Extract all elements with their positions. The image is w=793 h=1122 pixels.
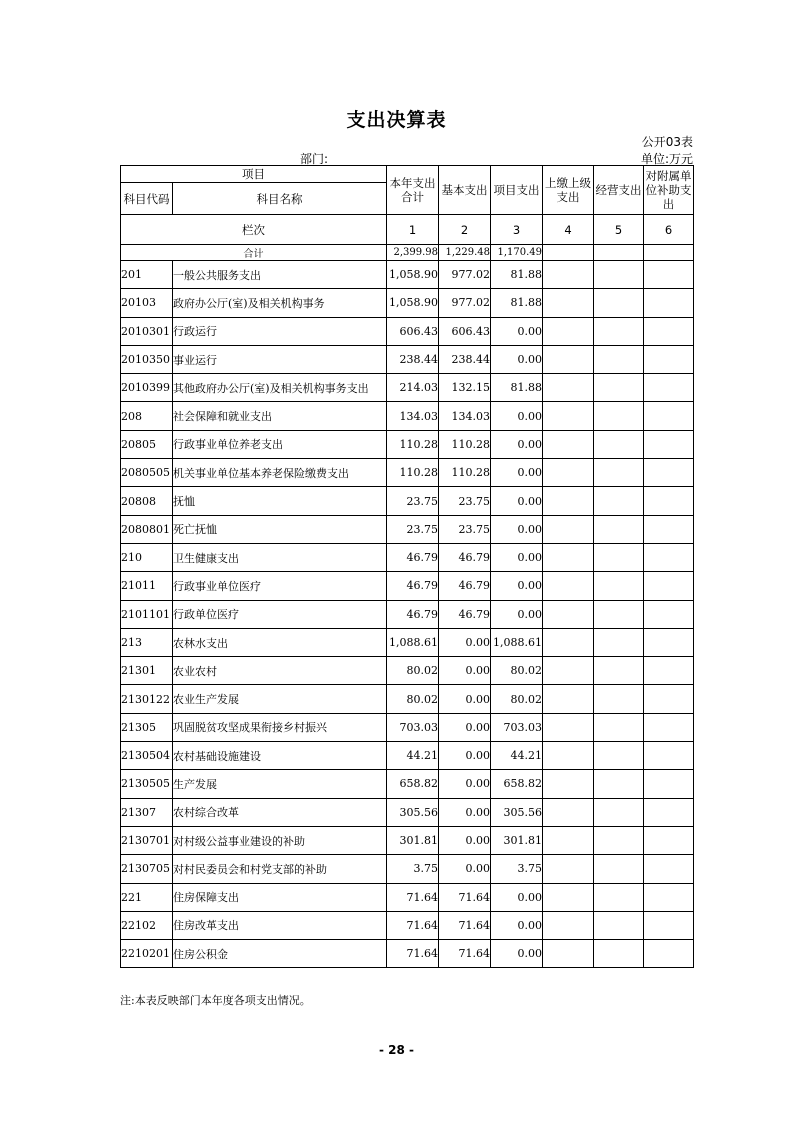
header-column-index: 栏次	[121, 215, 387, 245]
table-row	[121, 742, 694, 770]
empty-cell	[594, 826, 644, 854]
empty-cell	[594, 487, 644, 515]
project-cell: 0.00	[491, 572, 543, 600]
subject-name-cell: 事业运行	[173, 345, 387, 373]
subject-code-cell: 2010399	[121, 374, 173, 402]
basic-cell: 0.00	[439, 770, 491, 798]
empty-cell	[543, 459, 594, 487]
subject-code-cell: 20103	[121, 289, 173, 317]
total-label: 合计	[121, 245, 387, 261]
column-number: 4	[543, 215, 594, 245]
project-cell: 81.88	[491, 289, 543, 317]
total-cell: 71.64	[387, 911, 439, 939]
empty-cell	[644, 600, 694, 628]
project-cell: 1,088.61	[491, 628, 543, 656]
footnote: 注:本表反映部门本年度各项支出情况。	[120, 994, 311, 1007]
table-row	[121, 940, 694, 968]
total-cell: 46.79	[387, 572, 439, 600]
empty-cell	[644, 883, 694, 911]
empty-cell	[644, 628, 694, 656]
project-cell: 44.21	[491, 742, 543, 770]
total-project: 1,170.49	[491, 245, 543, 261]
basic-cell: 71.64	[439, 911, 491, 939]
basic-cell: 46.79	[439, 543, 491, 571]
empty-cell	[644, 459, 694, 487]
project-cell: 3.75	[491, 855, 543, 883]
header-basic: 基本支出	[439, 166, 491, 215]
empty-cell	[644, 261, 694, 289]
empty-cell	[594, 402, 644, 430]
subject-name-cell: 卫生健康支出	[173, 543, 387, 571]
subject-name-cell: 住房改革支出	[173, 911, 387, 939]
header-upper: 上缴上级支出	[543, 166, 594, 215]
empty-cell	[644, 289, 694, 317]
subject-name-cell: 农村基础设施建设	[173, 742, 387, 770]
empty-cell	[543, 742, 594, 770]
empty-cell	[543, 317, 594, 345]
empty-cell	[644, 345, 694, 373]
empty-cell	[543, 374, 594, 402]
empty-cell	[543, 798, 594, 826]
empty-cell	[594, 317, 644, 345]
empty-cell	[543, 855, 594, 883]
column-number: 1	[387, 215, 439, 245]
project-cell: 0.00	[491, 317, 543, 345]
header-subject-code: 科目代码	[121, 183, 173, 215]
empty-cell	[644, 374, 694, 402]
empty-cell	[644, 487, 694, 515]
total-cell: 305.56	[387, 798, 439, 826]
total-cell: 238.44	[387, 345, 439, 373]
empty-cell	[543, 940, 594, 968]
empty-cell	[543, 289, 594, 317]
header-project-expense: 项目支出	[491, 166, 543, 215]
subject-name-cell: 机关事业单位基本养老保险缴费支出	[173, 459, 387, 487]
project-cell: 80.02	[491, 685, 543, 713]
empty-cell	[594, 911, 644, 939]
table-row	[121, 543, 694, 571]
subject-code-cell: 20805	[121, 430, 173, 458]
project-cell: 0.00	[491, 911, 543, 939]
total-cell: 46.79	[387, 543, 439, 571]
total-cell: 658.82	[387, 770, 439, 798]
header-subject-name: 科目名称	[173, 183, 387, 215]
subject-name-cell: 行政单位医疗	[173, 600, 387, 628]
subject-name-cell: 农业生产发展	[173, 685, 387, 713]
empty-cell	[644, 826, 694, 854]
empty-cell	[594, 770, 644, 798]
table-row	[121, 798, 694, 826]
empty-cell	[644, 742, 694, 770]
empty-cell	[543, 430, 594, 458]
project-cell: 0.00	[491, 345, 543, 373]
empty-cell	[543, 515, 594, 543]
project-cell: 0.00	[491, 600, 543, 628]
empty-cell	[644, 940, 694, 968]
total-cell: 606.43	[387, 317, 439, 345]
total-cell: 703.03	[387, 713, 439, 741]
empty-cell	[543, 685, 594, 713]
subject-name-cell: 社会保障和就业支出	[173, 402, 387, 430]
subject-code-cell: 221	[121, 883, 173, 911]
basic-cell: 0.00	[439, 657, 491, 685]
empty-cell	[594, 742, 644, 770]
empty-cell	[543, 657, 594, 685]
table-row	[121, 261, 694, 289]
subject-name-cell: 农林水支出	[173, 628, 387, 656]
basic-cell: 110.28	[439, 430, 491, 458]
total-cell: 3.75	[387, 855, 439, 883]
column-number: 3	[491, 215, 543, 245]
empty-cell	[594, 289, 644, 317]
basic-cell: 46.79	[439, 600, 491, 628]
table-row	[121, 459, 694, 487]
subject-name-cell: 对村民委员会和村党支部的补助	[173, 855, 387, 883]
empty-cell	[594, 515, 644, 543]
total-cell: 71.64	[387, 883, 439, 911]
subject-code-cell: 2130505	[121, 770, 173, 798]
subject-code-cell: 20808	[121, 487, 173, 515]
empty-cell	[594, 572, 644, 600]
total-basic: 1,229.48	[439, 245, 491, 261]
total-cell: 134.03	[387, 402, 439, 430]
empty-cell	[644, 402, 694, 430]
table-row	[121, 345, 694, 373]
unit-label: 单位:万元	[640, 152, 693, 166]
total-cell: 80.02	[387, 657, 439, 685]
table-row	[121, 289, 694, 317]
empty-cell	[543, 572, 594, 600]
department-label: 部门:	[300, 152, 329, 166]
project-cell: 658.82	[491, 770, 543, 798]
subject-name-cell: 行政事业单位医疗	[173, 572, 387, 600]
total-cell: 1,088.61	[387, 628, 439, 656]
form-number: 公开03表	[641, 135, 693, 149]
basic-cell: 0.00	[439, 685, 491, 713]
subject-name-cell: 农业农村	[173, 657, 387, 685]
table-row	[121, 487, 694, 515]
table-row	[121, 572, 694, 600]
project-cell: 301.81	[491, 826, 543, 854]
empty-cell	[594, 459, 644, 487]
project-cell: 0.00	[491, 487, 543, 515]
basic-cell: 977.02	[439, 261, 491, 289]
project-cell: 0.00	[491, 940, 543, 968]
subject-code-cell: 208	[121, 402, 173, 430]
subject-name-cell: 农村综合改革	[173, 798, 387, 826]
total-cell: 301.81	[387, 826, 439, 854]
column-number: 2	[439, 215, 491, 245]
basic-cell: 110.28	[439, 459, 491, 487]
total-cell: 214.03	[387, 374, 439, 402]
subject-code-cell: 2130122	[121, 685, 173, 713]
basic-cell: 134.03	[439, 402, 491, 430]
empty-cell	[543, 245, 594, 261]
basic-cell: 71.64	[439, 883, 491, 911]
page-title: 支出决算表	[346, 109, 447, 131]
project-cell: 0.00	[491, 430, 543, 458]
total-cell: 1,058.90	[387, 261, 439, 289]
basic-cell: 238.44	[439, 345, 491, 373]
subject-name-cell: 行政事业单位养老支出	[173, 430, 387, 458]
total-cell: 44.21	[387, 742, 439, 770]
empty-cell	[594, 374, 644, 402]
empty-cell	[644, 911, 694, 939]
total-cell: 1,058.90	[387, 289, 439, 317]
empty-cell	[543, 345, 594, 373]
project-cell: 81.88	[491, 374, 543, 402]
project-cell: 81.88	[491, 261, 543, 289]
total-cell: 46.79	[387, 600, 439, 628]
empty-cell	[594, 657, 644, 685]
empty-cell	[594, 245, 644, 261]
basic-cell: 46.79	[439, 572, 491, 600]
empty-cell	[594, 600, 644, 628]
subject-code-cell: 213	[121, 628, 173, 656]
basic-cell: 132.15	[439, 374, 491, 402]
empty-cell	[644, 770, 694, 798]
header-subsidiary: 对附属单位补助支出	[644, 166, 694, 215]
project-cell: 0.00	[491, 402, 543, 430]
project-cell: 305.56	[491, 798, 543, 826]
empty-cell	[543, 713, 594, 741]
total-cell: 23.75	[387, 515, 439, 543]
subject-code-cell: 2080505	[121, 459, 173, 487]
table-row	[121, 515, 694, 543]
empty-cell	[594, 798, 644, 826]
empty-cell	[644, 430, 694, 458]
project-cell: 80.02	[491, 657, 543, 685]
basic-cell: 606.43	[439, 317, 491, 345]
subject-code-cell: 210	[121, 543, 173, 571]
subject-code-cell: 22102	[121, 911, 173, 939]
subject-code-cell: 2010301	[121, 317, 173, 345]
subject-code-cell: 2130504	[121, 742, 173, 770]
empty-cell	[594, 261, 644, 289]
empty-cell	[543, 487, 594, 515]
empty-cell	[594, 713, 644, 741]
table-row	[121, 826, 694, 854]
total-cell: 23.75	[387, 487, 439, 515]
empty-cell	[543, 826, 594, 854]
subject-name-cell: 一般公共服务支出	[173, 261, 387, 289]
table-row	[121, 657, 694, 685]
table-row	[121, 374, 694, 402]
empty-cell	[543, 402, 594, 430]
subject-code-cell: 2101101	[121, 600, 173, 628]
empty-cell	[543, 628, 594, 656]
header-project: 项目	[121, 166, 387, 183]
subject-code-cell: 21307	[121, 798, 173, 826]
total-cell: 71.64	[387, 940, 439, 968]
table-row	[121, 883, 694, 911]
project-cell: 0.00	[491, 883, 543, 911]
basic-cell: 0.00	[439, 855, 491, 883]
subject-name-cell: 对村级公益事业建设的补助	[173, 826, 387, 854]
empty-cell	[543, 883, 594, 911]
basic-cell: 0.00	[439, 742, 491, 770]
project-cell: 0.00	[491, 515, 543, 543]
subject-name-cell: 行政运行	[173, 317, 387, 345]
table-row	[121, 317, 694, 345]
empty-cell	[644, 713, 694, 741]
table-row	[121, 770, 694, 798]
empty-cell	[543, 543, 594, 571]
empty-cell	[594, 628, 644, 656]
subject-name-cell: 生产发展	[173, 770, 387, 798]
column-number: 6	[644, 215, 694, 245]
subject-name-cell: 巩固脱贫攻坚成果衔接乡村振兴	[173, 713, 387, 741]
subject-name-cell: 抚恤	[173, 487, 387, 515]
page-number: - 28 -	[378, 1043, 414, 1057]
table-row	[121, 685, 694, 713]
empty-cell	[543, 770, 594, 798]
empty-cell	[644, 543, 694, 571]
subject-name-cell: 其他政府办公厅(室)及相关机构事务支出	[173, 374, 387, 402]
empty-cell	[594, 883, 644, 911]
empty-cell	[543, 600, 594, 628]
column-number: 5	[594, 215, 644, 245]
empty-cell	[594, 430, 644, 458]
expenditure-table	[120, 165, 694, 968]
empty-cell	[543, 261, 594, 289]
basic-cell: 0.00	[439, 628, 491, 656]
empty-cell	[594, 685, 644, 713]
subject-code-cell: 201	[121, 261, 173, 289]
basic-cell: 23.75	[439, 515, 491, 543]
total-cell: 110.28	[387, 459, 439, 487]
header-business: 经营支出	[594, 166, 644, 215]
total-amount: 2,399.98	[387, 245, 439, 261]
project-cell: 0.00	[491, 459, 543, 487]
empty-cell	[644, 515, 694, 543]
subject-code-cell: 2010350	[121, 345, 173, 373]
empty-cell	[644, 572, 694, 600]
basic-cell: 71.64	[439, 940, 491, 968]
empty-cell	[644, 685, 694, 713]
empty-cell	[644, 657, 694, 685]
subject-code-cell: 2130701	[121, 826, 173, 854]
basic-cell: 0.00	[439, 798, 491, 826]
total-cell: 110.28	[387, 430, 439, 458]
total-row	[121, 245, 694, 261]
subject-code-cell: 2080801	[121, 515, 173, 543]
subject-name-cell: 住房公积金	[173, 940, 387, 968]
basic-cell: 977.02	[439, 289, 491, 317]
subject-code-cell: 2210201	[121, 940, 173, 968]
table-row	[121, 628, 694, 656]
subject-name-cell: 死亡抚恤	[173, 515, 387, 543]
empty-cell	[594, 855, 644, 883]
basic-cell: 0.00	[439, 826, 491, 854]
empty-cell	[644, 798, 694, 826]
table-row	[121, 402, 694, 430]
table-row	[121, 855, 694, 883]
empty-cell	[594, 543, 644, 571]
empty-cell	[644, 245, 694, 261]
empty-cell	[594, 940, 644, 968]
project-cell: 0.00	[491, 543, 543, 571]
empty-cell	[644, 855, 694, 883]
subject-code-cell: 21305	[121, 713, 173, 741]
basic-cell: 23.75	[439, 487, 491, 515]
basic-cell: 0.00	[439, 713, 491, 741]
empty-cell	[543, 911, 594, 939]
project-cell: 703.03	[491, 713, 543, 741]
subject-code-cell: 21301	[121, 657, 173, 685]
empty-cell	[644, 317, 694, 345]
total-cell: 80.02	[387, 685, 439, 713]
subject-code-cell: 2130705	[121, 855, 173, 883]
table-row	[121, 430, 694, 458]
empty-cell	[594, 345, 644, 373]
header-total: 本年支出合计	[387, 166, 439, 215]
subject-code-cell: 21011	[121, 572, 173, 600]
subject-name-cell: 住房保障支出	[173, 883, 387, 911]
table-row	[121, 600, 694, 628]
table-row	[121, 713, 694, 741]
table-row	[121, 911, 694, 939]
subject-name-cell: 政府办公厅(室)及相关机构事务	[173, 289, 387, 317]
